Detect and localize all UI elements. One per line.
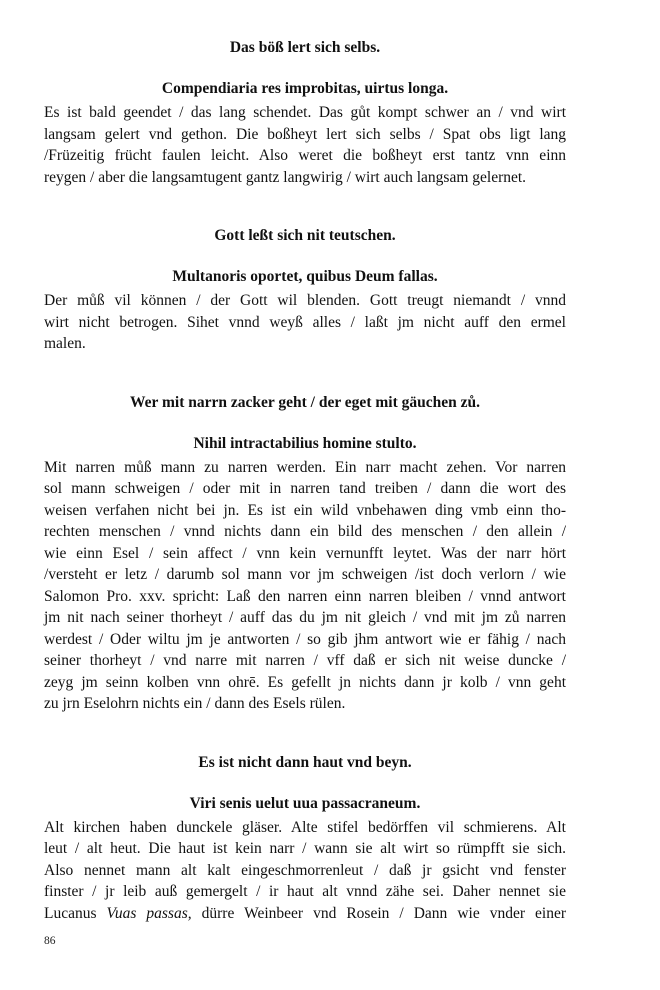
text-line: malen. [44, 335, 86, 352]
text-line: finster / jr leib auß gemergelt / ir haut alt vnnd zähe sei. Daher nennet sie [44, 883, 566, 900]
text-line: Es ist bald geendet / das lang schendet. Das gůt kompt schwer an / vnd wirt [44, 104, 566, 121]
text-line: langsam gelert vnd gethon. Die boßheyt lert sich selbs / Spat obs ligt lang [44, 125, 566, 143]
text-line: Der můß vil können / der Gott wil blenden. Gott treugt niemandt / vnnd [44, 292, 566, 309]
text-line: leut / alt heut. Die haut ist kein narr / wann sie alt wirt so rümpfft sie sich. [44, 840, 566, 857]
text-line: weisen verfahen nicht bei jn. Es ist ein wild vnbehawen ding vmb einn tho- [44, 501, 566, 519]
latin-proverb-title: Nihil intractabilius homine stulto. [193, 434, 417, 452]
text-line: Alt kirchen haben dunckele gläser. Alte stifel bedörffen vil schmierens. Alt [44, 818, 566, 836]
proverb-commentary [44, 290, 566, 355]
italic-latin-term: Vuas passas, [106, 904, 192, 922]
text-line: wie einn Esel / sein affect / vnn kein vernunfft leytet. Was der narr hört [44, 544, 566, 562]
text-line: jm nit nach seiner thorheyt / auff das du jm nit gleich / vnd mit jm zů narren [44, 609, 566, 626]
latin-proverb-title: Multanoris oportet, quibus Deum fallas. [172, 268, 438, 285]
text-line: sol mann schweigen / oder mit in narren tand treiben / dann die wort des [44, 480, 566, 497]
german-proverb-title: Gott leßt sich nit teutschen. [214, 227, 396, 244]
text-fragment: Lucanus [44, 904, 107, 922]
german-proverb-title: Wer mit narrn zacker geht / der eget mit gäuchen zů. [130, 393, 480, 411]
text-line: rechten menschen / vnnd nichts dann ein bild des menschen / den allein / [44, 523, 566, 540]
proverb-section [44, 753, 566, 925]
latin-proverb-title: Compendiaria res improbitas, uirtus longa. [161, 80, 449, 97]
proverb-commentary [44, 817, 566, 925]
text-line: Also nennet mann alt kalt eingeschmorrenleut / daß jr gsicht vnd fenster [44, 861, 566, 879]
text-line: Mit narren můß mann zu narren werden. Ein narr macht zehen. Vor narren [44, 458, 566, 476]
text-line: seiner thorheyt / vnd narre mit narren / vff daß er sich nit weise duncke / [44, 652, 566, 669]
text-fragment: dürre Weinbeer vnd Rosein / Dann wie vnder einer [191, 904, 566, 922]
text-line: wirt nicht betrogen. Sihet vnnd weyß alles / laßt jm nicht auff den ermel [44, 313, 566, 331]
document-page [44, 38, 566, 924]
german-proverb-title: Es ist nicht dann haut vnd beyn. [198, 753, 412, 771]
proverb-section [44, 226, 566, 355]
proverb-section [44, 38, 566, 188]
text-line: /versteht er letz / darumb sol mann vor jm schweigen /ist doch verlorn / wie [44, 566, 566, 583]
text-line [44, 903, 566, 925]
text-line: Salomon Pro. xxv. spricht: Laß den narren einn narren bleiben / vnnd antwort [44, 587, 566, 605]
proverb-section [44, 393, 566, 715]
text-line: werdest / Oder wiltu jm je antworten / so gib jhm antwort wie er fähig / nach [44, 630, 566, 648]
proverb-commentary [44, 457, 566, 715]
proverb-commentary [44, 102, 566, 188]
latin-proverb-title: Viri senis uelut uua passacraneum. [189, 794, 421, 812]
page-number: 86 [44, 935, 56, 947]
text-line: reygen / aber die langsamtugent gantz langwirig / wirt auch langsam gelernet. [44, 168, 527, 186]
text-line: /Früzeitig frücht faulen leicht. Also weret die boßheyt erst tantz vnn einn [44, 147, 566, 164]
text-line: zu jrn Eselohrn nichts ein / dann des Esels rülen. [44, 695, 346, 712]
text-line: zeyg jm seinn kolben vnn ohrē. Es gefellt jn nichts dann jr kolb / vnn geht [44, 673, 566, 691]
german-proverb-title: Das böß lert sich selbs. [229, 39, 381, 56]
